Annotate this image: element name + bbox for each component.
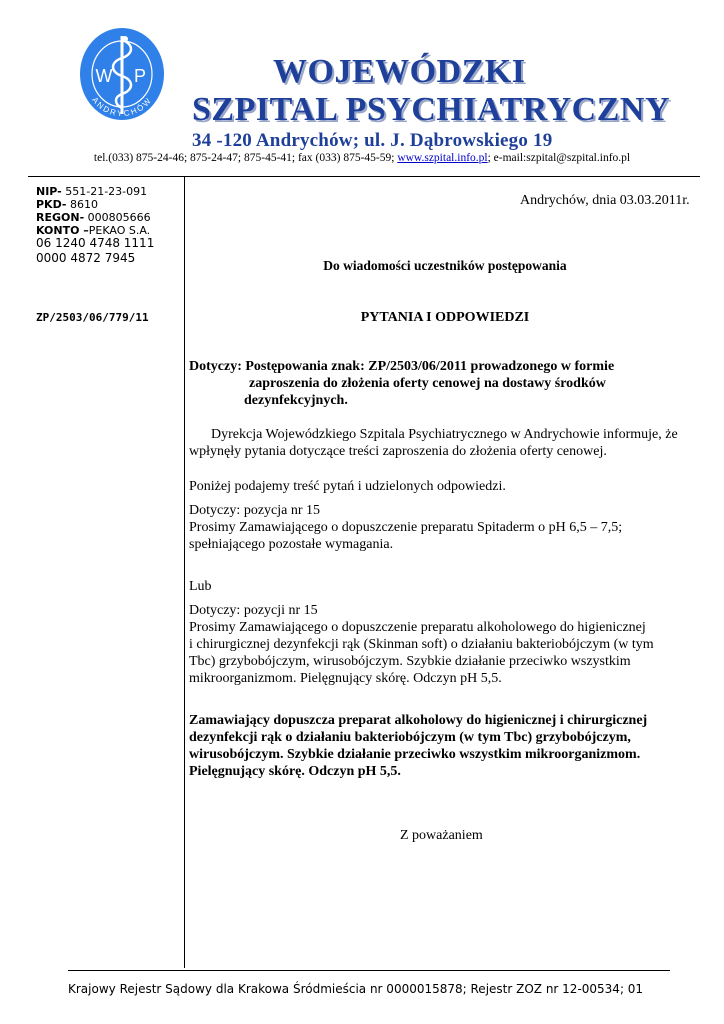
reference-number: ZP/2503/06/779/11: [36, 311, 149, 324]
or-separator: Lub: [189, 579, 212, 594]
account-line1: 06 1240 4748 1111: [36, 236, 155, 250]
website-link[interactable]: www.szpital.info.pl: [397, 152, 488, 164]
hospital-name-line2: SZPITAL PSYCHIATRYCZNY: [192, 91, 671, 128]
answer-line4: Pielęgnujący skórę. Odczyn pH 5,5.: [189, 764, 401, 779]
question-1: [189, 502, 701, 553]
footer-divider: [68, 970, 670, 971]
qa-title: PYTANIA I ODPOWIEDZI: [360, 310, 530, 325]
answer-line1: Zamawiający dopuszcza preparat alkoholowy do higienicznej i chirurgicznej: [189, 713, 648, 728]
account-line2: 0000 4872 7945: [36, 251, 136, 265]
header-divider: [28, 176, 700, 177]
notice-heading: Do wiadomości uczestników postępowania: [323, 258, 567, 273]
footer-registry: Krajowy Rejestr Sądowy dla Krakowa Śródmieścia nr 0000015878; Rejestr ZOZ nr 12-00534; 01: [68, 982, 644, 996]
question-1-line2: Prosimy Zamawiającego o dopuszczenie preparatu Spitaderm o pH 6,5 – 7,5;: [189, 520, 623, 535]
below-paragraph: Poniżej podajemy treść pytań i udzielonych odpowiedzi.: [189, 479, 506, 494]
subject-paragraph: [189, 358, 701, 409]
pkd-label: PKD-: [36, 198, 67, 211]
question-2: [189, 602, 701, 687]
question-2-line5: mikroorganizmom. Pielęgnujący skórę. Odczyn pH 5,5.: [189, 671, 502, 686]
regon-label: REGON-: [36, 211, 85, 224]
hospital-address: 34 -120 Andrychów; ul. J. Dąbrowskiego 19: [192, 130, 553, 151]
nip-row: [36, 185, 151, 198]
question-2-line4: Tbc) grzybobójczym, wirusobójczym. Szybkie działanie przeciwko wszystkim: [189, 654, 631, 669]
contact-phones: tel.(033) 875-24-46; 875-24-47; 875-45-41; fax (033) 875-45-59;: [93, 152, 398, 164]
question-1-line1: Dotyczy: pozycja nr 15: [189, 503, 321, 518]
bank-account: [36, 236, 154, 266]
hospital-logo: [78, 26, 166, 126]
intro-line1: Dyrekcja Wojewódzkiego Szpitala Psychiatrycznego w Andrychowie informuje, że: [211, 427, 678, 442]
closing-regards: Z poważaniem: [400, 828, 483, 843]
hospital-name-line1: WOJEWÓDZKI: [273, 53, 526, 90]
answer-paragraph: [189, 712, 701, 780]
letter-date: Andrychów, dnia 03.03.2011r.: [520, 193, 690, 208]
intro-paragraph: [189, 426, 701, 460]
contact-line: [0, 152, 724, 164]
answer-line3: wirusobójczym. Szybkie działanie przeciwko wszystkim mikroorganizmom.: [189, 747, 641, 762]
pkd-value: 8610: [66, 198, 98, 211]
regon-row: [36, 211, 151, 224]
contact-email: ; e-mail:szpital@szpital.info.pl: [487, 152, 631, 164]
nip-value: 551-21-23-091: [61, 185, 148, 198]
regon-value: 000805666: [84, 211, 151, 224]
question-2-line3: i chirurgicznej dezynfekcji rąk (Skinman soft) o działaniu bakteriobójczym (w tym: [189, 637, 654, 652]
question-1-line3: spełniającego pozostałe wymagania.: [189, 537, 394, 552]
konto-label: KONTO –: [36, 224, 89, 237]
konto-value: PEKAO S.A.: [88, 224, 151, 237]
question-2-line1: Dotyczy: pozycji nr 15: [189, 603, 318, 618]
question-2-line2: Prosimy Zamawiającego o dopuszczenie preparatu alkoholowego do higienicznej: [189, 620, 646, 635]
logo-letter-w: W: [95, 66, 113, 86]
subject-line2: zaproszenia do złożenia oferty cenowej na dostawy środków: [249, 376, 606, 391]
answer-line2: dezynfekcji rąk o działaniu bakteriobójczym (w tym Tbc) grzybobójczym,: [189, 730, 631, 745]
logo-letter-p: P: [133, 66, 147, 86]
logo-ring-text: ANDRYCHÓW: [90, 95, 154, 119]
company-ids: [36, 185, 151, 237]
pkd-row: [36, 198, 151, 211]
subject-line3: dezynfekcyjnych.: [244, 393, 348, 408]
subject-line1: Dotyczy: Postępowania znak: ZP/2503/06/2011 prowadzonego w formie: [189, 359, 615, 374]
column-divider: [184, 176, 185, 968]
intro-line2: wpłynęły pytania dotyczące treści zaproszenia do złożenia oferty cenowej.: [189, 444, 607, 459]
nip-label: NIP-: [36, 185, 62, 198]
